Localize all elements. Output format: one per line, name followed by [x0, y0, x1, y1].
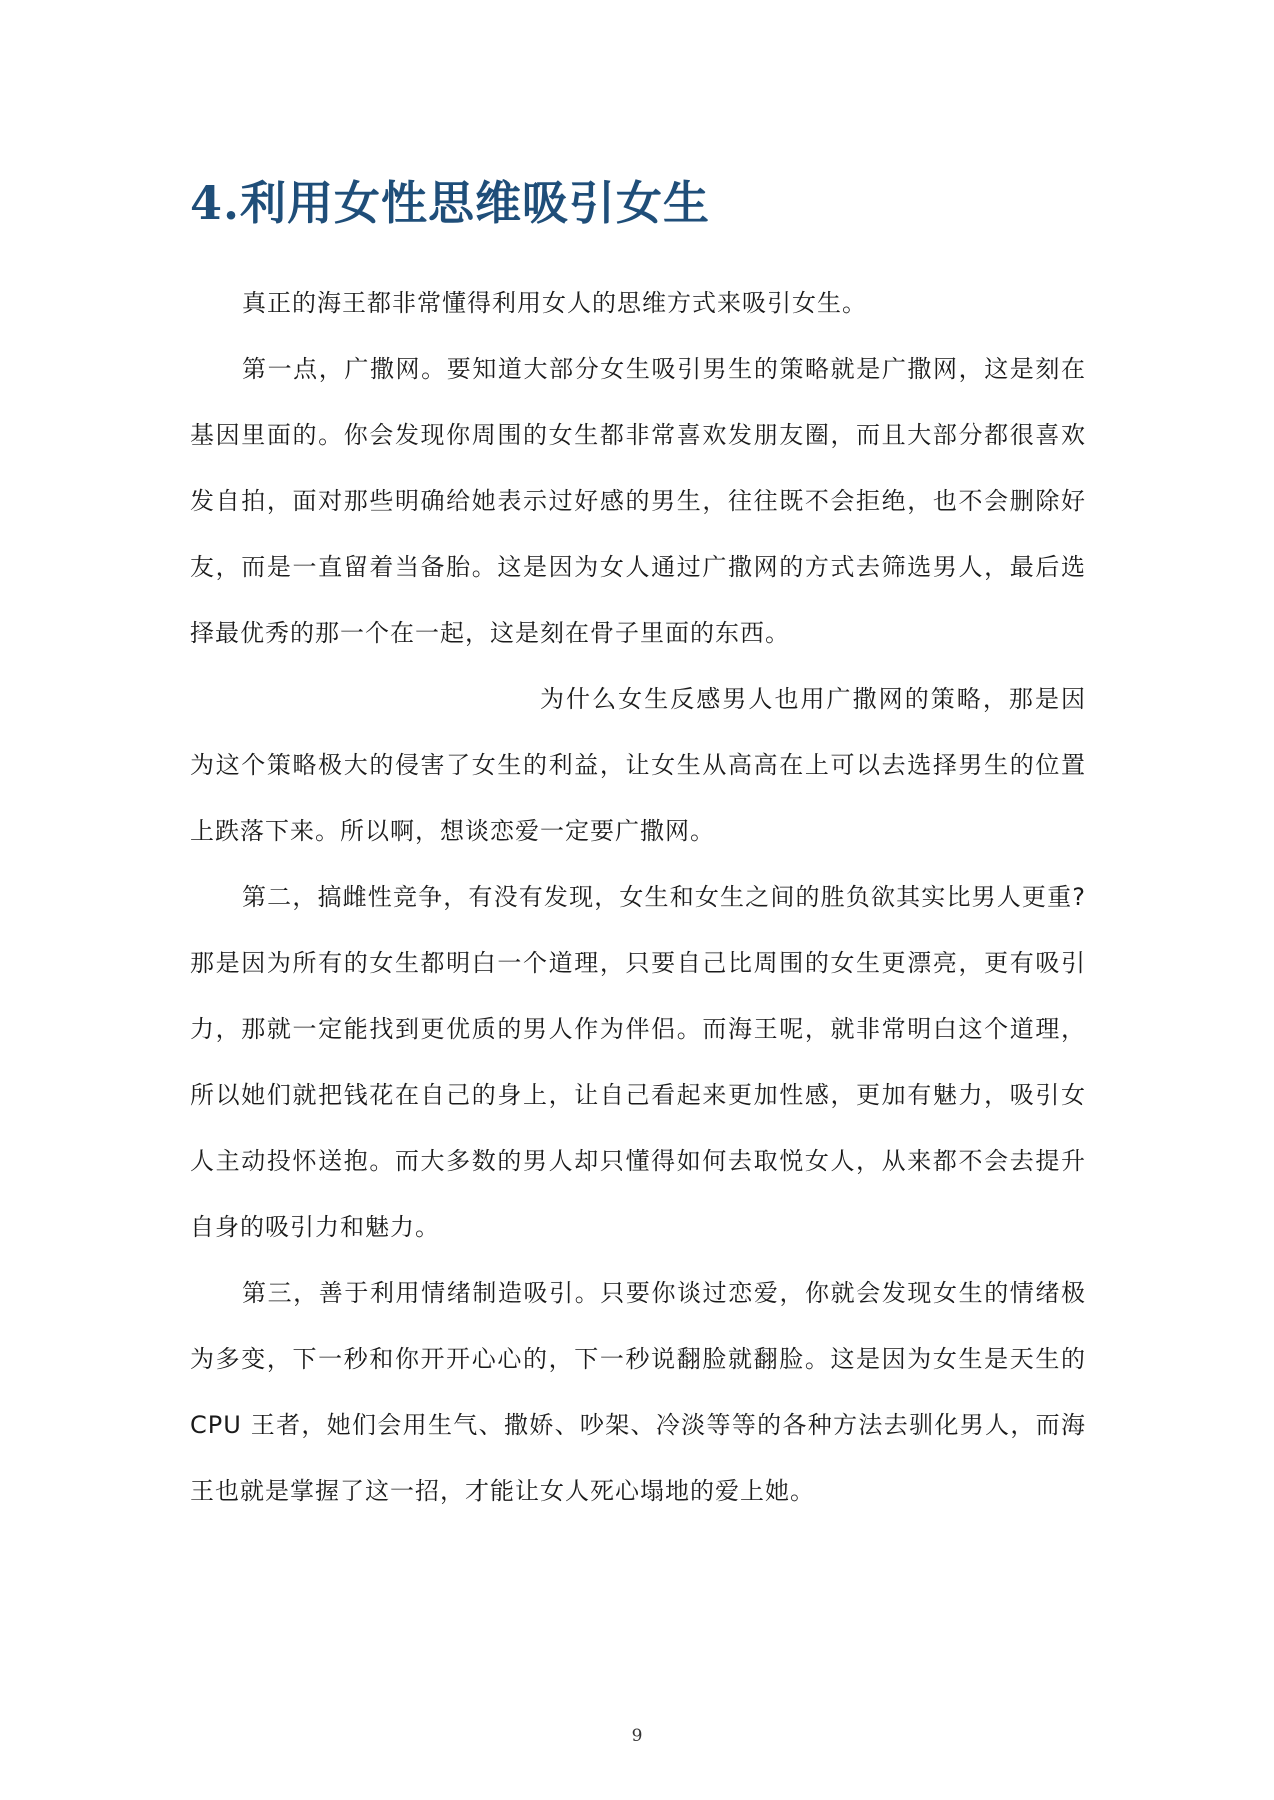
paragraph-point-one-continued: 为什么女生反感男人也用广撒网的策略，那是因为这个策略极大的侵害了女生的利益，让女生从高高在上可以去选择男生的位置上跌落下来。所以啊，想谈恋爱一定要广撒网。 [190, 685, 1086, 845]
section-heading: 4.利用女性思维吸引女生 [190, 176, 711, 230]
paragraph-point-two: 第二，搞雌性竞争，有没有发现，女生和女生之间的胜负欲其实比男人更重?那是因为所有的女生都明白一个道理，只要自己比周围的女生更漂亮，更有吸引力，那就一定能找到更优质的男人作为伴侣。而海王呢，就非常明白这个道理，所以她们就把钱花在自己的身上，让自己看起来更加性感，更加有魅力，吸引女人主动投怀送抱。而大多数的男人却只懂得如何去取悦女人，从来都不会去提升自身的吸引力和魅力。 [190, 883, 1086, 1241]
paragraph-point-one: 第一点，广撒网。要知道大部分女生吸引男生的策略就是广撒网，这是刻在基因里面的。你会发现你周围的女生都非常喜欢发朋友圈，而且大部分都很喜欢发自拍，面对那些明确给她表示过好感的男生，往往既不会拒绝，也不会删除好友，而是一直留着当备胎。这是因为女人通过广撒网的方式去筛选男人，最后选择最优秀的那一个在一起，这是刻在骨子里面的东西。 [190, 355, 1086, 647]
paragraph-point-three: 第三，善于利用情绪制造吸引。只要你谈过恋爱，你就会发现女生的情绪极为多变，下一秒和你开开心心的，下一秒说翻脸就翻脸。这是因为女生是天生的 CPU 王者，她们会用生气、撒娇、吵架、冷淡等等的各种方法去驯化男人，而海王也就是掌握了这一招，才能让女人死心塌地的爱上她。 [190, 1279, 1086, 1505]
body-text [190, 270, 1086, 1524]
page-number: 9 [631, 1726, 643, 1746]
paragraph-intro: 真正的海王都非常懂得利用女人的思维方式来吸引女生。 [242, 289, 867, 317]
